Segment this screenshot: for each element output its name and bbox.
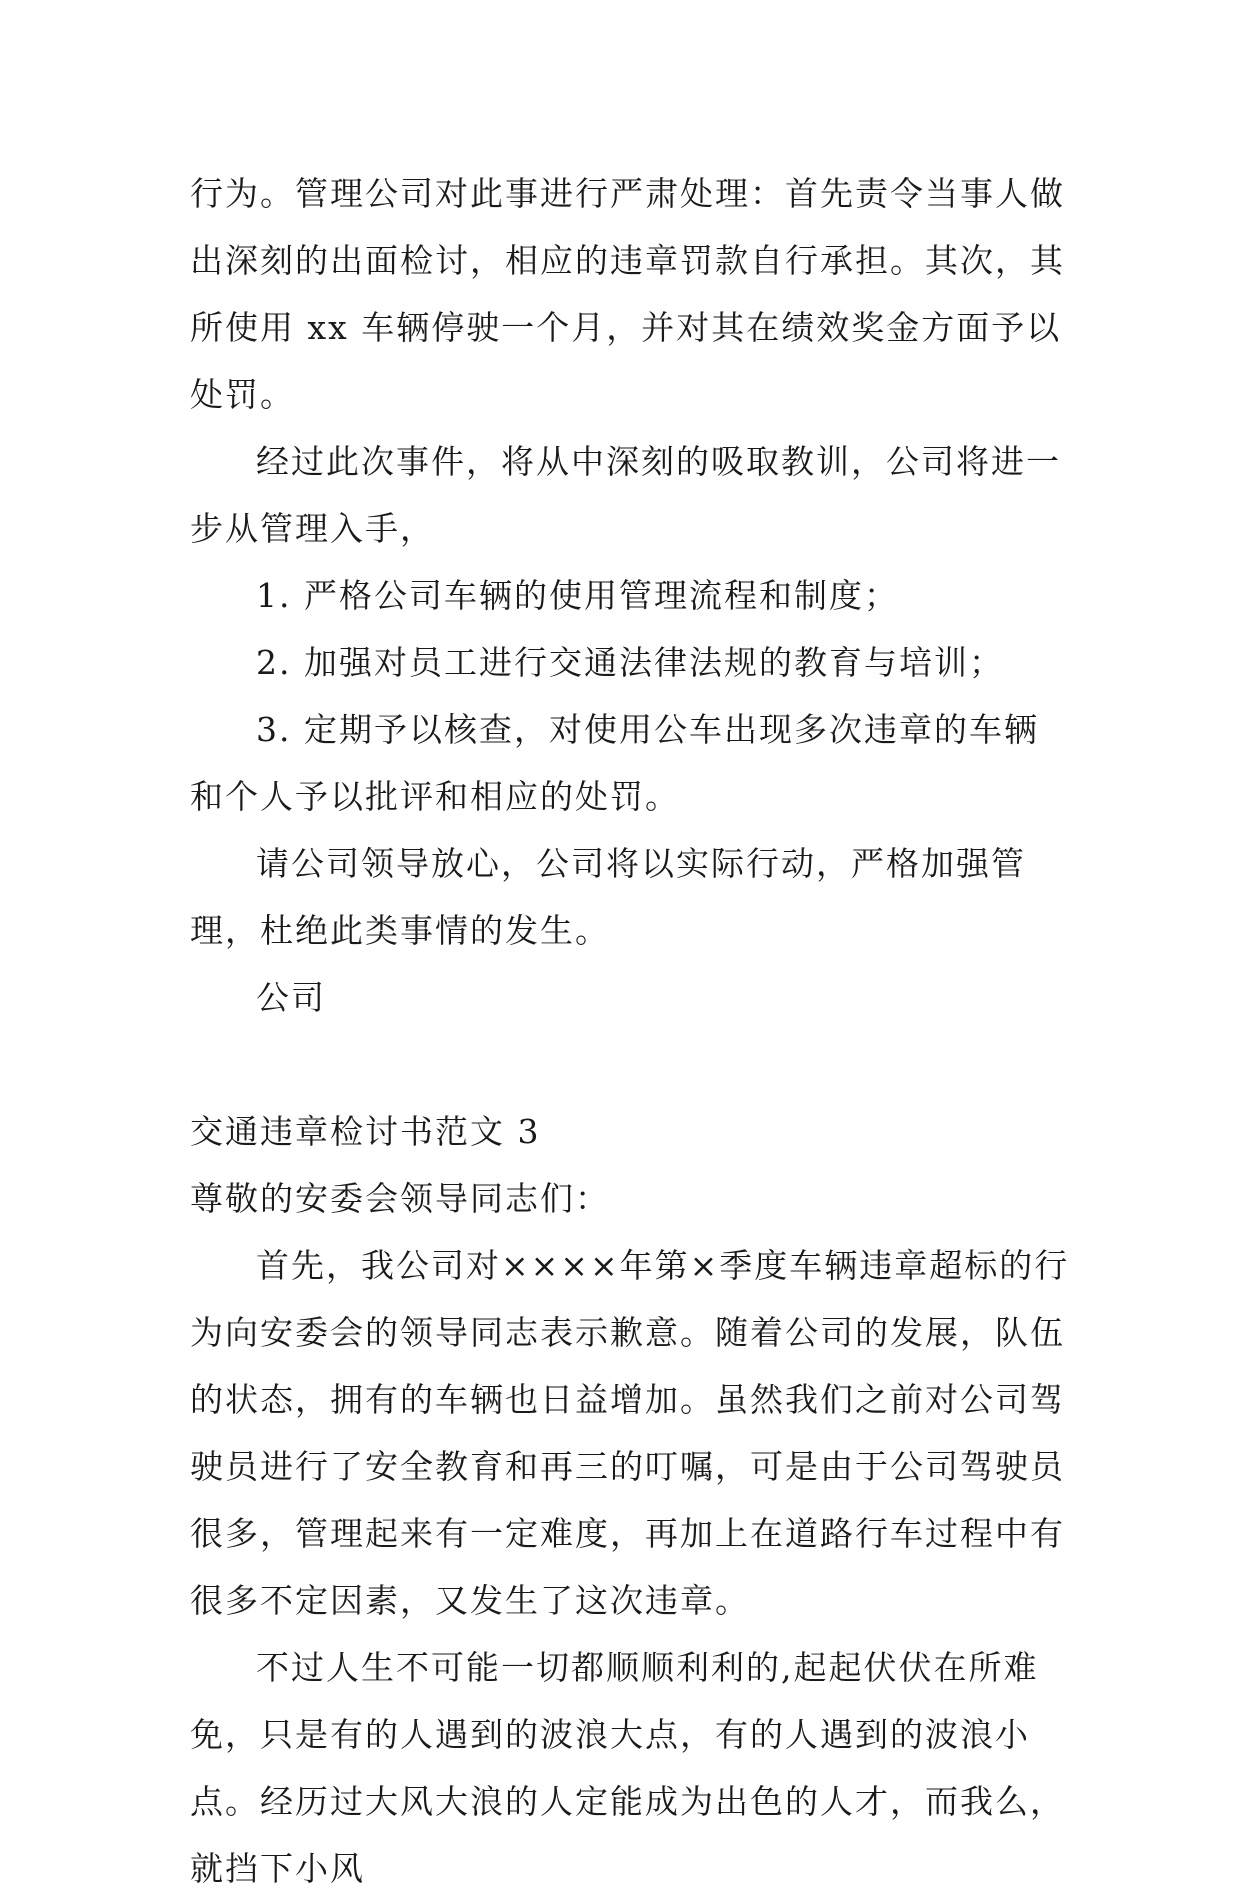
salutation: 尊敬的安委会领导同志们：	[190, 1179, 610, 1218]
spacer	[190, 1031, 1070, 1098]
signature: 公司	[256, 978, 326, 1017]
document-page	[190, 160, 1070, 1902]
list-item: 3. 定期予以核查，对使用公车出现多次违章的车辆和个人予以批评和相应的处罚。	[190, 710, 1039, 816]
paragraph-penalty: 行为。管理公司对此事进行严肃处理：首先责令当事人做出深刻的出面检讨，相应的违章罚款自行承担。其次，其所使用 xx 车辆停驶一个月，并对其在绩效奖金方面予以处罚。	[190, 174, 1065, 414]
paragraph-lesson: 经过此次事件，将从中深刻的吸取教训，公司将进一步从管理入手，	[190, 442, 1061, 548]
paragraph-apology: 首先，我公司对××××年第×季度车辆违章超标的行为向安委会的领导同志表示歉意。随着公司的发展，队伍的状态，拥有的车辆也日益增加。虽然我们之前对公司驾驶员进行了安全教育和再三的叮嘱，可是由于公司驾驶员很多，管理起来有一定难度，再加上在道路行车过程中有很多不定因素，又发生了这次违章。	[190, 1246, 1070, 1620]
list-item: 2. 加强对员工进行交通法律法规的教育与培训；	[256, 643, 1004, 682]
paragraph-reflection: 不过人生不可能一切都顺顺利利的,起起伏伏在所难免，只是有的人遇到的波浪大点，有的人遇到的波浪小点。经历过大风大浪的人定能成为出色的人才，而我么，就挡下小风	[190, 1648, 1065, 1888]
list-item: 1. 严格公司车辆的使用管理流程和制度；	[256, 576, 899, 615]
paragraph-assurance: 请公司领导放心，公司将以实际行动，严格加强管理，杜绝此类事情的发生。	[190, 844, 1026, 950]
section-title: 交通违章检讨书范文 3	[190, 1112, 541, 1151]
